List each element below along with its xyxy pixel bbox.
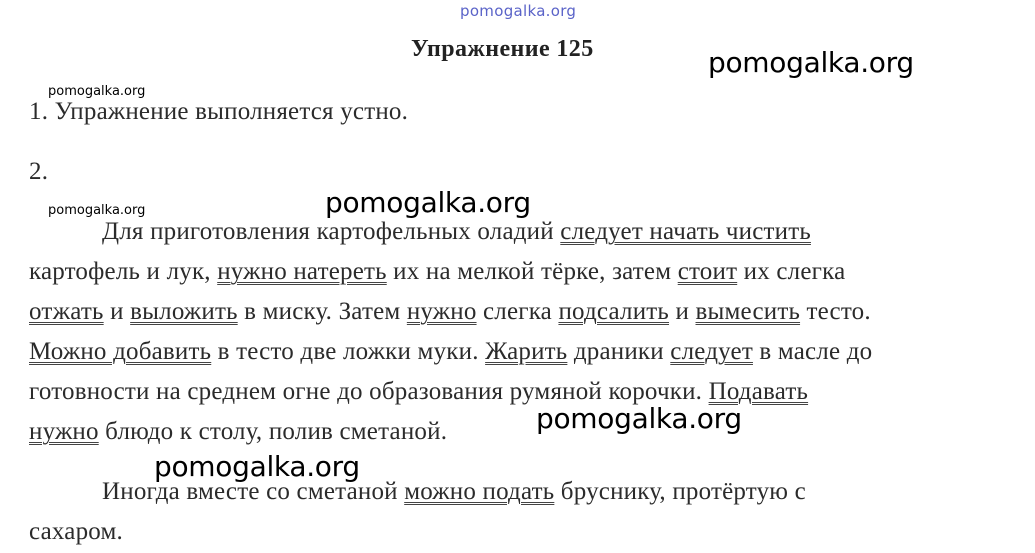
underlined-phrase: вымесить xyxy=(695,298,801,325)
exercise-title: Упражнение 125 xyxy=(411,36,594,62)
paragraph-2-line-2 xyxy=(29,518,123,546)
paragraph-2-line-1 xyxy=(102,478,806,506)
text-segment: и xyxy=(669,298,696,325)
underlined-phrase: следует xyxy=(670,338,753,365)
underlined-phrase: стоит xyxy=(677,258,738,285)
text-segment: в масле до xyxy=(752,338,873,365)
text-segment: Иногда вместе со сметаной xyxy=(102,478,405,505)
watermark-small: pomogalka.org xyxy=(48,84,146,99)
item-1: 1. Упражнение выполняется устно. xyxy=(29,98,409,125)
underlined-phrase: нужно xyxy=(29,418,99,445)
text-segment: их на мелкой тёрке, затем xyxy=(386,258,678,285)
watermark-big: pomogalka.org xyxy=(325,186,531,219)
underlined-phrase: можно подать xyxy=(404,478,555,505)
text-segment: Для приготовления картофельных оладий xyxy=(102,218,561,245)
paragraph-1-line-5 xyxy=(29,378,808,406)
text-segment: драники xyxy=(567,338,671,365)
paragraph-1-line-6 xyxy=(29,418,447,446)
underlined-phrase: подсалить xyxy=(558,298,670,325)
watermark-big: pomogalka.org xyxy=(154,450,360,483)
underlined-phrase: Подавать xyxy=(708,378,809,405)
text-segment: картофель и лук, xyxy=(29,258,218,285)
underlined-phrase: следует начать чистить xyxy=(560,218,811,245)
text-segment: сахаром. xyxy=(29,518,123,545)
underlined-phrase: Жарить xyxy=(485,338,568,365)
text-segment: блюдо к столу, полив сметаной. xyxy=(98,418,448,445)
paragraph-1-line-3 xyxy=(29,298,871,326)
watermark-top: pomogalka.org xyxy=(460,2,577,20)
paragraph-1-line-1 xyxy=(102,218,811,246)
text-segment: готовности на среднем огне до образования румяной корочки. xyxy=(29,378,709,405)
paragraph-1-line-2 xyxy=(29,258,845,286)
text-segment: тесто. xyxy=(800,298,871,325)
underlined-phrase: отжать xyxy=(29,298,104,325)
item-2-number: 2. xyxy=(29,158,49,185)
text-segment: и xyxy=(103,298,131,325)
watermark-big: pomogalka.org xyxy=(708,46,914,79)
text-segment: в тесто две ложки муки. xyxy=(211,338,486,365)
text-segment: слегка xyxy=(476,298,559,325)
underlined-phrase: нужно xyxy=(406,298,477,325)
paragraph-1-line-4 xyxy=(29,338,872,366)
watermark-small: pomogalka.org xyxy=(48,203,146,218)
text-segment: бруснику, протёртую с xyxy=(554,478,806,505)
underlined-phrase: нужно натереть xyxy=(217,258,387,285)
text-segment: их слегка xyxy=(737,258,846,285)
watermark-big: pomogalka.org xyxy=(536,402,742,435)
text-segment: в миску. Затем xyxy=(237,298,407,325)
underlined-phrase: Можно добавить xyxy=(29,338,212,365)
underlined-phrase: выложить xyxy=(130,298,238,325)
